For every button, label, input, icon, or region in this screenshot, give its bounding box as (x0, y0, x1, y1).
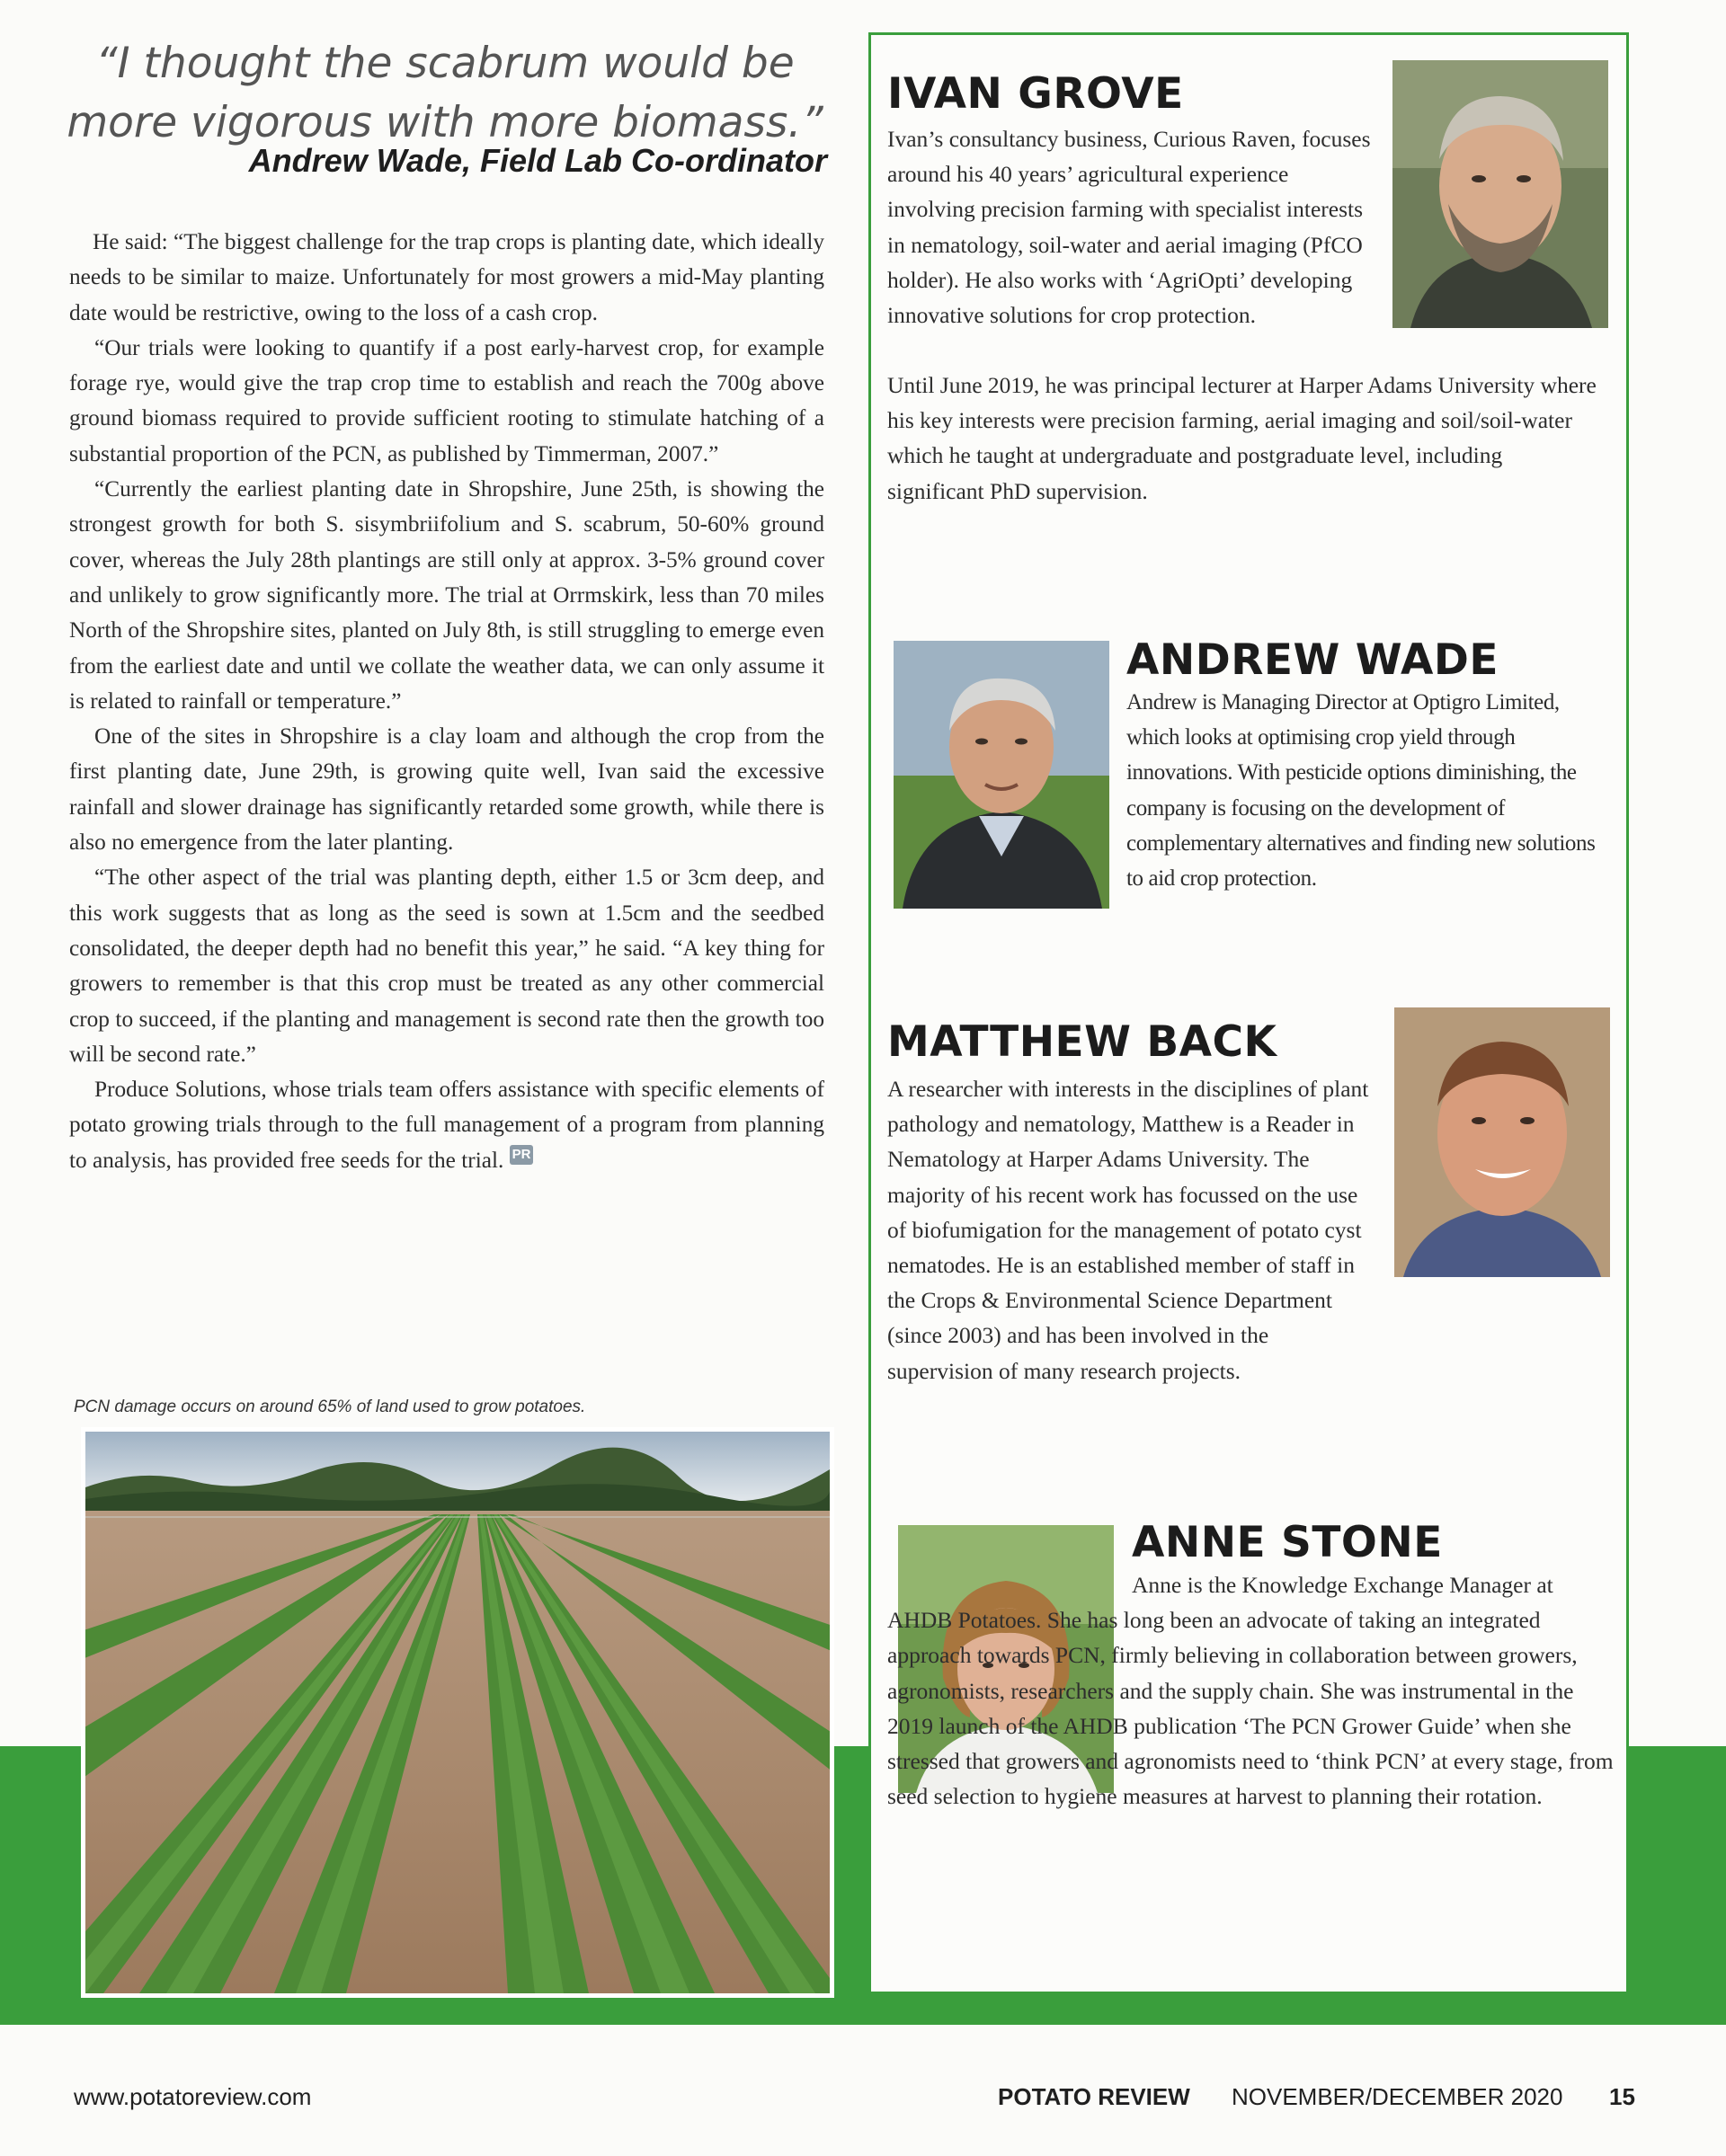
portrait-illustration (894, 641, 1109, 909)
portrait-illustration (1394, 1007, 1610, 1277)
contributor-bios-box (868, 32, 1629, 1994)
bio-name-ivan-grove: IVAN GROVE (887, 69, 1184, 119)
potato-field-photo (81, 1427, 834, 1998)
article-paragraph-last (69, 1072, 824, 1178)
portrait-matthew-back (1394, 1007, 1610, 1277)
bio-text-anne-stone: Anne is the Knowledge Exchange Manager at AHDB Potatoes. She has long been an advocate of taking an integrated approach towards PCN, firmly believing in collaboration between growers, agronomists, researchers and the supply chain. She was instrumental in the 2019 launch of the AHDB publication ‘The PCN Grower Guide’ when she stressed that growers and agronomists need to ‘think PCN’ at every stage, from seed selection to hygiene measures at harvest to planning their rotation. (887, 1572, 1614, 1810)
article-paragraph: “The other aspect of the trial was planting depth, either 1.5 or 3cm deep, and this work suggests that as long as the seed is sown at 1.5cm and the seedbed consolidated, the deeper depth had no benefit this year,” he said. “A key thing for growers to remember is that this crop must be treated as any other commercial crop to succeed, if the planting and management is second rate then the growth too will be second rate.” (69, 865, 824, 1067)
bio-text-andrew-wade: Andrew is Managing Director at Optigro Limited, which looks at optimising crop yield through innovations. With pesticide options diminishing, the company is focusing on the development of complementary alternatives and finding new solutions to aid crop protection. (1126, 690, 1596, 892)
footer-issue: NOVEMBER/DECEMBER 2020 (1232, 2083, 1563, 2110)
article-paragraph: “Our trials were looking to quantify if a post early-harvest crop, for example forage rye, would give the trap crop time to establish and reach the 700g above ground biomass required to provide sufficient rooting to stimulate hatching of a substantial proportion of the PCN, as published by Timmerman, 2007.” (69, 334, 824, 466)
bio-text-ivan-grove: Ivan’s consultancy business, Curious Raven, focuses around his 40 years’ agricultural experience involving precision farming with specialist interests in nematology, soil-water and aerial imaging (PfCO holder). He also works with ‘AgriOpti’ developing innovative solutions for crop protection. (887, 126, 1371, 329)
bio-text-matthew-back: A researcher with interests in the disciplines of plant pathology and nematology, Matthew is a Reader in Nematology at Harper Adams University. The majority of his recent work has focussed on the use of biofumigation for the management of potato cyst nematodes. He is an established member of staff in the Crops & Environmental Science Department (since 2003) and has been involved in the supervision of many research projects. (887, 1076, 1369, 1384)
pr-end-badge: PR (510, 1145, 534, 1165)
footer-website: www.potatoreview.com (74, 2083, 312, 2110)
bio-text-ivan-grove-2: Until June 2019, he was principal lecturer at Harper Adams University where his key interests were precision farming, aerial imaging and soil/soil-water which he taught at undergraduate and postgraduate level, including significant PhD supervision. (887, 372, 1597, 504)
bio-name-matthew-back: MATTHEW BACK (887, 1017, 1277, 1067)
article-paragraph: Produce Solutions, whose trials team offers assistance with specific elements of potato growing trials through to the full management of a program from planning to analysis, has provided free seeds for the trial. (69, 1077, 824, 1173)
portrait-andrew-wade (894, 641, 1109, 909)
bio-name-andrew-wade: ANDREW WADE (1126, 635, 1499, 685)
article-body (69, 225, 824, 1178)
quote-attribution: Andrew Wade, Field Lab Co-ordinator (248, 142, 827, 179)
potato-field-illustration (85, 1432, 830, 1993)
footer-magazine-name: POTATO REVIEW (998, 2083, 1190, 2110)
article-paragraph: He said: “The biggest challenge for the trap crops is planting date, which ideally needs to be similar to maize. Unfortunately for most growers a mid-May planting date would be restrictive, owing to the loss of a cash crop. (69, 229, 824, 325)
pull-quote: “I thought the scabrum would be more vigorous with more biomass.” (67, 39, 823, 147)
bio-name-anne-stone: ANNE STONE (1132, 1518, 1443, 1567)
article-paragraph: “Currently the earliest planting date in Shropshire, June 25th, is showing the strongest growth for both S. sisymbriifolium and S. scabrum, 50-60% ground cover, whereas the July 28th plantings are still only at approx. 3-5% ground cover and unlikely to grow significantly more. The trial at Orrmskirk, less than 70 miles North of the Shropshire sites, planted on July 8th, is still struggling to emerge even from the earliest date and until we collate the weather data, we can only assume it is related to rainfall or temperature.” (69, 476, 824, 714)
article-paragraph: One of the sites in Shropshire is a clay loam and although the crop from the first planting date, June 29th, is growing quite well, Ivan said the excessive rainfall and slower drainage has significantly retarded some growth, while there is also no emergence from the later planting. (69, 723, 824, 856)
portrait-ivan-grove (1392, 60, 1608, 328)
portrait-illustration (1392, 60, 1608, 328)
footer-page-number: 15 (1609, 2083, 1635, 2110)
photo-caption: PCN damage occurs on around 65% of land used to grow potatoes. (74, 1397, 586, 1416)
